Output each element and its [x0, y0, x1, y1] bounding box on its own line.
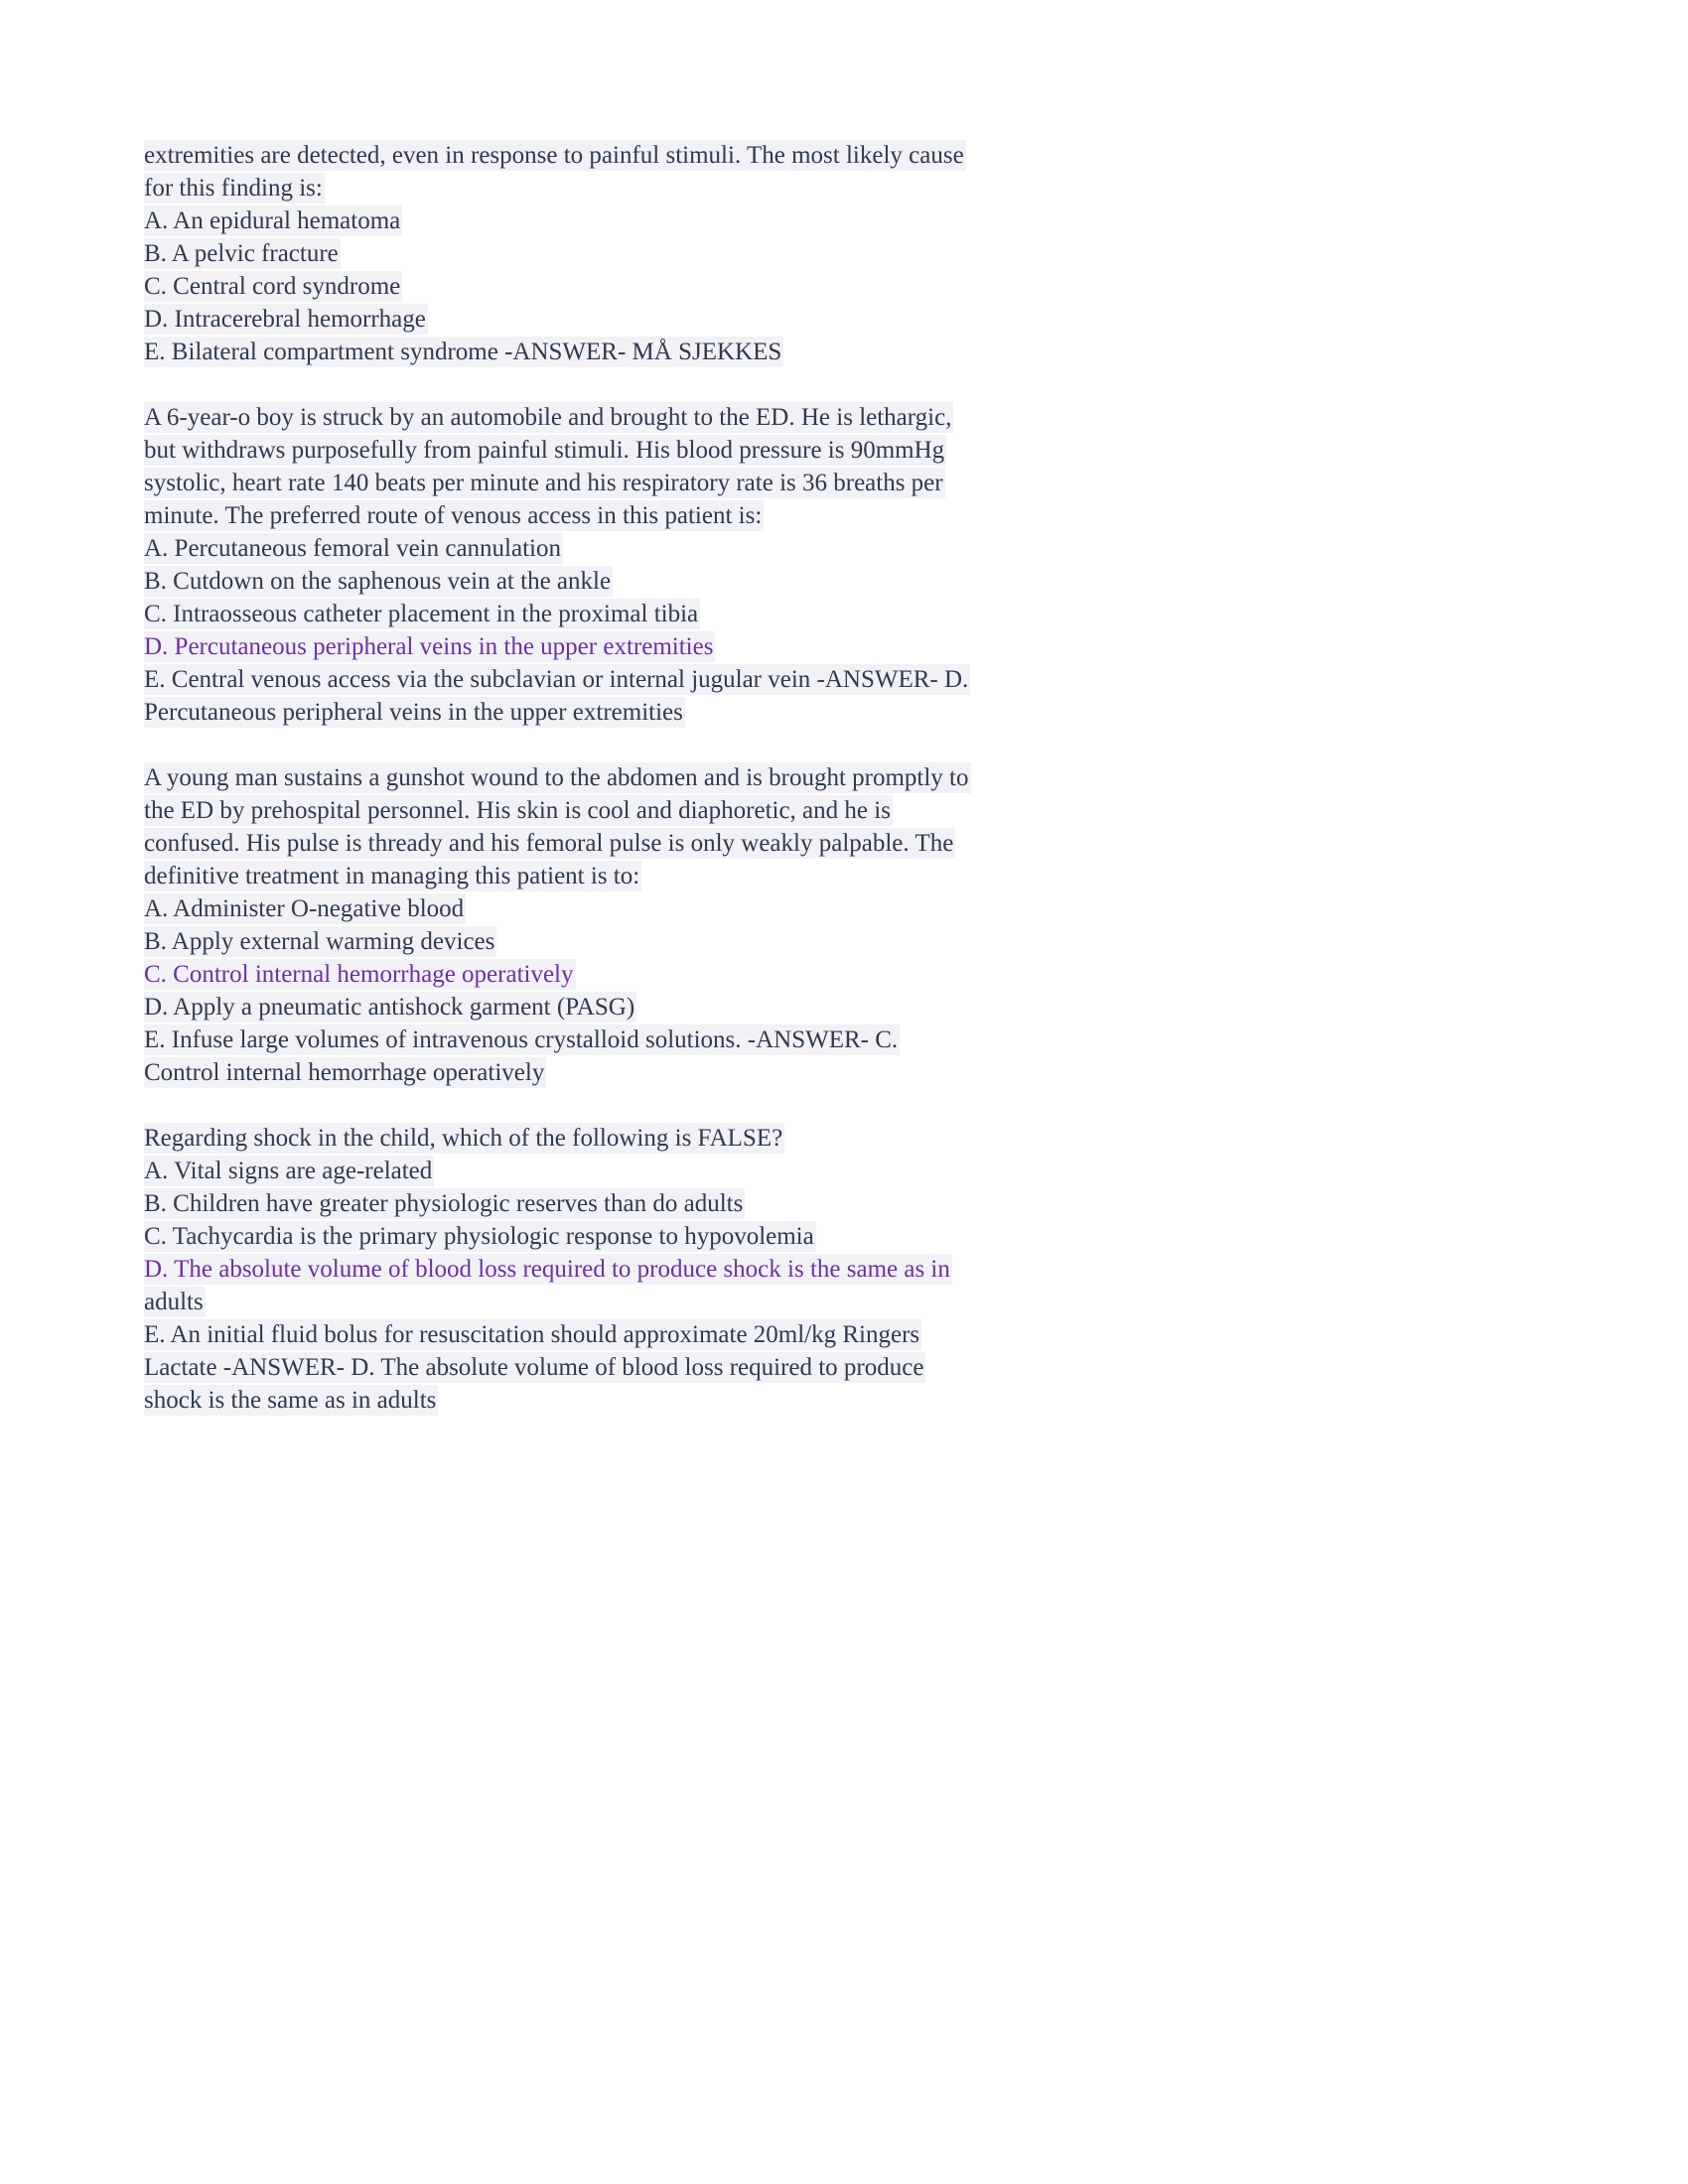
text-line [144, 467, 1097, 499]
text-line [144, 794, 1097, 827]
body-text: D. Apply a pneumatic antishock garment (PASG) [144, 994, 635, 1021]
text-line [144, 1253, 1097, 1286]
text-line [144, 336, 1097, 368]
text-line [144, 1056, 1097, 1089]
text-line [144, 663, 1097, 696]
question-block [144, 401, 1097, 729]
question-block [144, 139, 1097, 368]
body-text: E. Infuse large volumes of intravenous crystalloid solutions. -ANSWER- C. [144, 1026, 899, 1053]
body-text: minute. The preferred route of venous access in this patient is: [144, 502, 763, 529]
text-line [144, 139, 1097, 172]
text-line [144, 1351, 1097, 1384]
text-line [144, 991, 1097, 1024]
text-line [144, 827, 1097, 860]
answer-highlight-text: C. Control internal hemorrhage operatively [144, 961, 574, 988]
text-line [144, 1384, 1097, 1417]
body-text: Control internal hemorrhage operatively [144, 1059, 545, 1086]
text-line [144, 761, 1097, 794]
body-text: for this finding is: [144, 175, 323, 202]
text-line [144, 1024, 1097, 1056]
text-line [144, 434, 1097, 467]
body-text: A. Vital signs are age-related [144, 1158, 433, 1184]
text-line [144, 598, 1097, 630]
body-text: E. Central venous access via the subclavian or internal jugular vein -ANSWER- D. [144, 666, 969, 693]
text-line [144, 303, 1097, 336]
body-text: E. Bilateral compartment syndrome -ANSWER- MÅ SJEKKES [144, 339, 782, 365]
body-text: but withdraws purposefully from painful stimuli. His blood pressure is 90mmHg [144, 437, 945, 464]
text-line [144, 860, 1097, 892]
body-text: shock is the same as in adults [144, 1387, 437, 1414]
body-text: A. Percutaneous femoral vein cannulation [144, 535, 561, 562]
text-line [144, 1187, 1097, 1220]
body-text: A. Administer O-negative blood [144, 895, 465, 922]
text-line [144, 499, 1097, 532]
body-text: D. Intracerebral hemorrhage [144, 306, 426, 333]
body-text: B. Apply external warming devices [144, 928, 495, 955]
body-text: A 6-year-o boy is struck by an automobile and brought to the ED. He is lethargic, [144, 404, 952, 431]
body-text: confused. His pulse is thready and his femoral pulse is only weakly palpable. The [144, 830, 954, 857]
body-text: adults [144, 1289, 204, 1315]
text-line [144, 1155, 1097, 1187]
body-text: the ED by prehospital personnel. His skin is cool and diaphoretic, and he is [144, 797, 891, 824]
answer-highlight-text: D. Percutaneous peripheral veins in the upper extremities [144, 633, 714, 660]
text-line [144, 237, 1097, 270]
body-text: C. Central cord syndrome [144, 273, 401, 300]
body-text: A young man sustains a gunshot wound to the abdomen and is brought promptly to [144, 764, 969, 791]
text-line [144, 1318, 1097, 1351]
body-text: Regarding shock in the child, which of the following is FALSE? [144, 1125, 783, 1152]
body-text: definitive treatment in managing this patient is to: [144, 863, 640, 889]
question-block [144, 761, 1097, 1089]
document-content [144, 139, 1097, 1449]
body-text: extremities are detected, even in response to painful stimuli. The most likely cause [144, 142, 964, 169]
text-line [144, 532, 1097, 565]
text-line [144, 1220, 1097, 1253]
answer-highlight-text: D. The absolute volume of blood loss required to produce shock is the same as in [144, 1256, 950, 1283]
text-line [144, 401, 1097, 434]
body-text: Percutaneous peripheral veins in the upper extremities [144, 699, 683, 726]
text-line [144, 892, 1097, 925]
body-text: E. An initial fluid bolus for resuscitation should approximate 20ml/kg Ringers [144, 1321, 920, 1348]
body-text: A. An epidural hematoma [144, 207, 401, 234]
body-text: Lactate -ANSWER- D. The absolute volume of blood loss required to produce [144, 1354, 924, 1381]
text-line [144, 925, 1097, 958]
body-text: B. A pelvic fracture [144, 240, 339, 267]
text-line [144, 630, 1097, 663]
text-line [144, 172, 1097, 205]
text-line [144, 1286, 1097, 1318]
question-block [144, 1122, 1097, 1417]
body-text: B. Children have greater physiologic reserves than do adults [144, 1190, 744, 1217]
text-line [144, 958, 1097, 991]
body-text: B. Cutdown on the saphenous vein at the ankle [144, 568, 612, 595]
body-text: C. Intraosseous catheter placement in the proximal tibia [144, 601, 699, 627]
text-line [144, 270, 1097, 303]
text-line [144, 696, 1097, 729]
text-line [144, 565, 1097, 598]
body-text: systolic, heart rate 140 beats per minute and his respiratory rate is 36 breaths per [144, 470, 943, 496]
body-text: C. Tachycardia is the primary physiologic response to hypovolemia [144, 1223, 814, 1250]
text-line [144, 1122, 1097, 1155]
text-line [144, 205, 1097, 237]
